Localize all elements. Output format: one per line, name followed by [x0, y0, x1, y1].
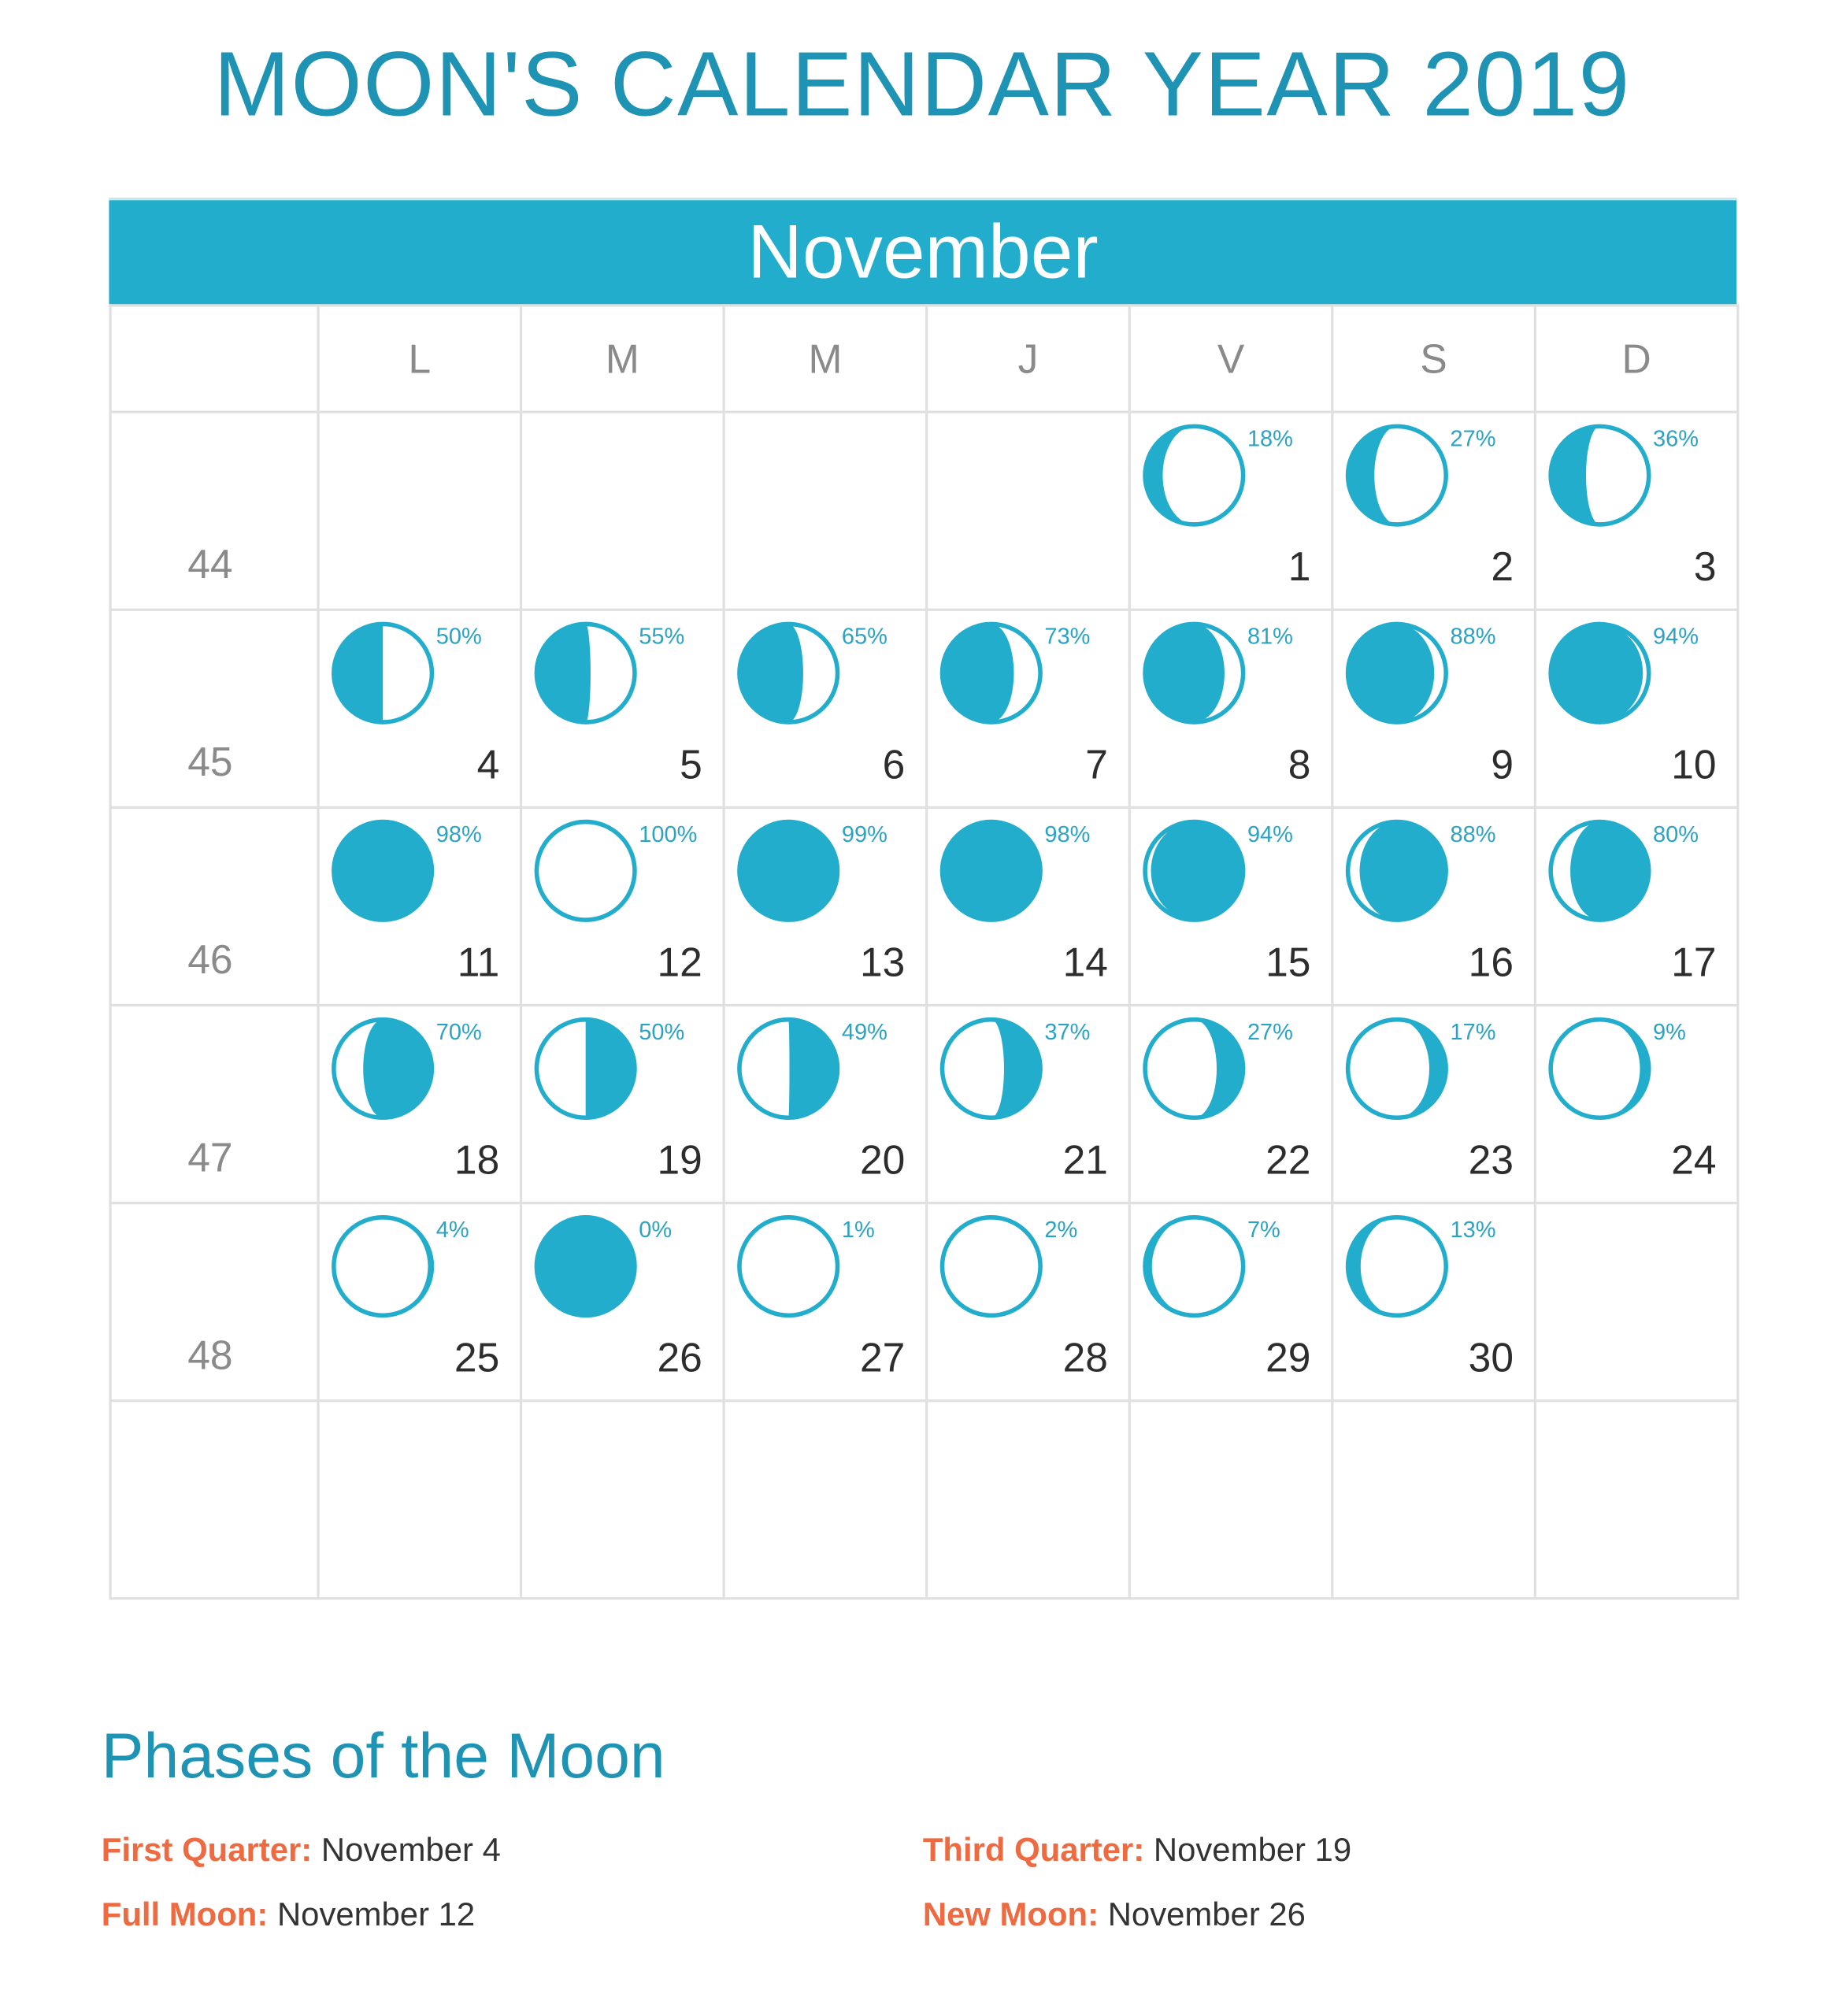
- week-number: 46: [187, 936, 233, 983]
- calendar-grid: [109, 304, 1739, 1599]
- moon-phase-icon: [1343, 619, 1451, 728]
- day-cell: [1535, 610, 1738, 807]
- day-cell: [927, 610, 1130, 807]
- moon-phase-icon: [734, 1212, 843, 1321]
- day-cell: [1129, 610, 1332, 807]
- illumination-percent: 0%: [639, 1217, 673, 1243]
- day-number: 11: [457, 939, 500, 985]
- illumination-percent: 17%: [1450, 1019, 1496, 1045]
- day-number: 10: [1671, 741, 1717, 788]
- illumination-percent: 99%: [841, 821, 888, 847]
- day-number: 3: [1693, 543, 1717, 590]
- day-cell: [318, 1005, 521, 1203]
- day-number: 6: [882, 741, 906, 788]
- illumination-percent: 7%: [1247, 1217, 1280, 1243]
- day-number: 28: [1062, 1335, 1108, 1380]
- week-row: [110, 1203, 1738, 1401]
- day-cell: [521, 1203, 724, 1401]
- phases-heading: Phases of the Moon: [101, 1720, 665, 1792]
- empty-day-cell: [927, 1401, 1130, 1599]
- empty-day-cell: [927, 412, 1130, 610]
- phase-date: November 19: [1153, 1830, 1352, 1869]
- day-number: 15: [1265, 939, 1311, 985]
- moon-phase-icon: [1139, 421, 1248, 529]
- day-number: 14: [1062, 939, 1108, 985]
- day-number: 19: [657, 1136, 702, 1183]
- week-number-cell: [110, 610, 318, 807]
- week-row: [110, 807, 1738, 1005]
- illumination-percent: 9%: [1653, 1019, 1686, 1045]
- day-cell: [1332, 610, 1536, 807]
- illumination-percent: 88%: [1450, 821, 1496, 847]
- illumination-percent: 98%: [435, 821, 482, 847]
- phase-full-moon: [102, 1896, 475, 1935]
- empty-day-cell: [1129, 1401, 1332, 1599]
- day-cell: [1535, 807, 1738, 1005]
- phase-date: November 4: [321, 1830, 501, 1869]
- day-number: 29: [1265, 1335, 1311, 1380]
- phase-first-quarter: [102, 1830, 501, 1870]
- weekday-header: M: [521, 306, 724, 412]
- illumination-percent: 27%: [1450, 425, 1496, 452]
- week-number: 44: [187, 541, 233, 587]
- illumination-percent: 94%: [1653, 623, 1699, 650]
- day-cell: [521, 807, 724, 1005]
- day-number: 23: [1468, 1136, 1514, 1183]
- day-cell: [724, 1203, 927, 1401]
- week-number-cell: [110, 1401, 318, 1599]
- illumination-percent: 65%: [841, 623, 888, 650]
- day-cell: [724, 610, 927, 807]
- week-number: 47: [187, 1134, 233, 1180]
- moon-phase-icon: [937, 1212, 1046, 1321]
- moon-phase-icon: [734, 619, 843, 728]
- phase-date: November 26: [1107, 1895, 1306, 1933]
- moon-phase-icon: [1139, 1014, 1248, 1123]
- week-number-header: [110, 306, 318, 412]
- day-number: 9: [1491, 741, 1514, 788]
- weekday-header-row: [110, 306, 1738, 412]
- moon-phase-icon: [531, 817, 639, 925]
- day-number: 16: [1468, 939, 1514, 985]
- day-cell: [1332, 1005, 1536, 1203]
- moon-phase-icon: [328, 1014, 437, 1123]
- day-number: 25: [454, 1335, 500, 1380]
- illumination-percent: 4%: [435, 1217, 469, 1243]
- moon-phase-icon: [531, 619, 639, 728]
- week-row: [110, 1401, 1738, 1599]
- weekday-header: S: [1332, 306, 1536, 412]
- illumination-percent: 100%: [639, 821, 698, 847]
- day-cell: [1332, 1203, 1536, 1401]
- calendar-weeks: [110, 412, 1738, 1599]
- phase-date: November 12: [276, 1895, 476, 1933]
- week-number: 45: [187, 739, 233, 785]
- illumination-percent: 2%: [1044, 1217, 1078, 1243]
- day-cell: [927, 1203, 1130, 1401]
- day-cell: [1535, 1005, 1738, 1203]
- moon-phase-icon: [1139, 817, 1248, 925]
- moon-phase-icon: [734, 1014, 843, 1123]
- day-cell: [1129, 807, 1332, 1005]
- illumination-percent: 70%: [435, 1019, 482, 1045]
- moon-phase-icon: [1343, 1014, 1451, 1123]
- moon-calendar: [109, 198, 1736, 1599]
- day-number: 21: [1062, 1136, 1108, 1183]
- weekday-header: M: [724, 306, 927, 412]
- day-cell: [724, 807, 927, 1005]
- day-cell: [1332, 807, 1536, 1005]
- illumination-percent: 81%: [1247, 623, 1293, 650]
- day-number: 2: [1491, 543, 1514, 590]
- day-number: 17: [1671, 939, 1717, 985]
- day-number: 30: [1468, 1335, 1514, 1380]
- day-number: 26: [657, 1335, 702, 1380]
- illumination-percent: 73%: [1044, 623, 1091, 650]
- moon-phase-icon: [1343, 817, 1451, 925]
- day-cell: [1129, 1203, 1332, 1401]
- moon-phase-icon: [1545, 1014, 1654, 1123]
- day-cell: [724, 1005, 927, 1203]
- illumination-percent: 1%: [841, 1217, 875, 1243]
- week-number-cell: [110, 1203, 318, 1401]
- week-number-cell: [110, 1005, 318, 1203]
- moon-phase-icon: [1139, 1212, 1248, 1321]
- day-cell: [521, 610, 724, 807]
- empty-day-cell: [724, 412, 927, 610]
- day-number: 8: [1288, 741, 1311, 788]
- moon-phase-icon: [937, 619, 1046, 728]
- phase-label: New Moon:: [922, 1895, 1099, 1933]
- day-number: 24: [1671, 1136, 1717, 1183]
- day-number: 12: [657, 939, 702, 985]
- week-number-cell: [110, 807, 318, 1005]
- illumination-percent: 18%: [1247, 425, 1293, 452]
- day-cell: [1535, 412, 1738, 610]
- week-number: 48: [187, 1332, 233, 1378]
- illumination-percent: 13%: [1450, 1217, 1496, 1243]
- moon-phase-icon: [328, 817, 437, 925]
- week-row: [110, 412, 1738, 610]
- moon-phase-icon: [328, 619, 437, 728]
- phase-label: Full Moon:: [101, 1895, 269, 1933]
- day-cell: [1129, 1005, 1332, 1203]
- moon-phase-icon: [937, 1014, 1046, 1123]
- illumination-percent: 36%: [1653, 425, 1699, 452]
- day-number: 7: [1085, 741, 1108, 788]
- empty-day-cell: [1535, 1401, 1738, 1599]
- day-cell: [927, 1005, 1130, 1203]
- empty-day-cell: [521, 412, 724, 610]
- day-cell: [1332, 412, 1536, 610]
- day-cell: [927, 807, 1130, 1005]
- moon-phase-icon: [1343, 1212, 1451, 1321]
- day-cell: [318, 610, 521, 807]
- day-number: 18: [454, 1136, 500, 1183]
- day-number: 27: [860, 1335, 906, 1380]
- phase-third-quarter: [923, 1830, 1351, 1870]
- week-number-cell: [110, 412, 318, 610]
- page-title: MOON'S CALENDAR YEAR 2019: [213, 34, 1631, 136]
- empty-day-cell: [724, 1401, 927, 1599]
- weekday-header: J: [927, 306, 1130, 412]
- day-cell: [521, 1005, 724, 1203]
- empty-day-cell: [1535, 1203, 1738, 1401]
- empty-day-cell: [521, 1401, 724, 1599]
- illumination-percent: 50%: [435, 623, 482, 650]
- day-number: 22: [1265, 1136, 1311, 1183]
- moon-phase-icon: [734, 817, 843, 925]
- phase-new-moon: [923, 1896, 1306, 1935]
- illumination-percent: 94%: [1247, 821, 1293, 847]
- weekday-header: L: [318, 306, 521, 412]
- phase-label: Third Quarter:: [922, 1830, 1145, 1869]
- illumination-percent: 98%: [1044, 821, 1091, 847]
- day-cell: [318, 1203, 521, 1401]
- illumination-percent: 88%: [1450, 623, 1496, 650]
- empty-day-cell: [318, 412, 521, 610]
- empty-day-cell: [318, 1401, 521, 1599]
- week-row: [110, 1005, 1738, 1203]
- moon-phase-icon: [1545, 817, 1654, 925]
- weekday-header: D: [1535, 306, 1738, 412]
- illumination-percent: 50%: [639, 1019, 685, 1045]
- day-cell: [1129, 412, 1332, 610]
- illumination-percent: 80%: [1653, 821, 1699, 847]
- month-header: November: [109, 198, 1736, 304]
- moon-phase-icon: [937, 817, 1046, 925]
- moon-phase-icon: [1545, 619, 1654, 728]
- day-number: 4: [476, 741, 500, 788]
- moon-phase-icon: [531, 1014, 639, 1123]
- day-cell: [318, 807, 521, 1005]
- moon-phase-icon: [1343, 421, 1451, 529]
- day-number: 20: [860, 1136, 906, 1183]
- illumination-percent: 27%: [1247, 1019, 1293, 1045]
- illumination-percent: 49%: [841, 1019, 888, 1045]
- moon-phase-icon: [531, 1212, 639, 1321]
- week-row: [110, 610, 1738, 807]
- moon-phase-icon: [1139, 619, 1248, 728]
- weekday-header: V: [1129, 306, 1332, 412]
- illumination-percent: 55%: [639, 623, 685, 650]
- day-number: 5: [680, 741, 702, 788]
- phase-label: First Quarter:: [101, 1830, 313, 1869]
- day-number: 13: [860, 939, 906, 985]
- moon-phase-icon: [1545, 421, 1654, 529]
- day-number: 1: [1288, 543, 1311, 590]
- illumination-percent: 37%: [1044, 1019, 1091, 1045]
- empty-day-cell: [1332, 1401, 1536, 1599]
- moon-phase-icon: [328, 1212, 437, 1321]
